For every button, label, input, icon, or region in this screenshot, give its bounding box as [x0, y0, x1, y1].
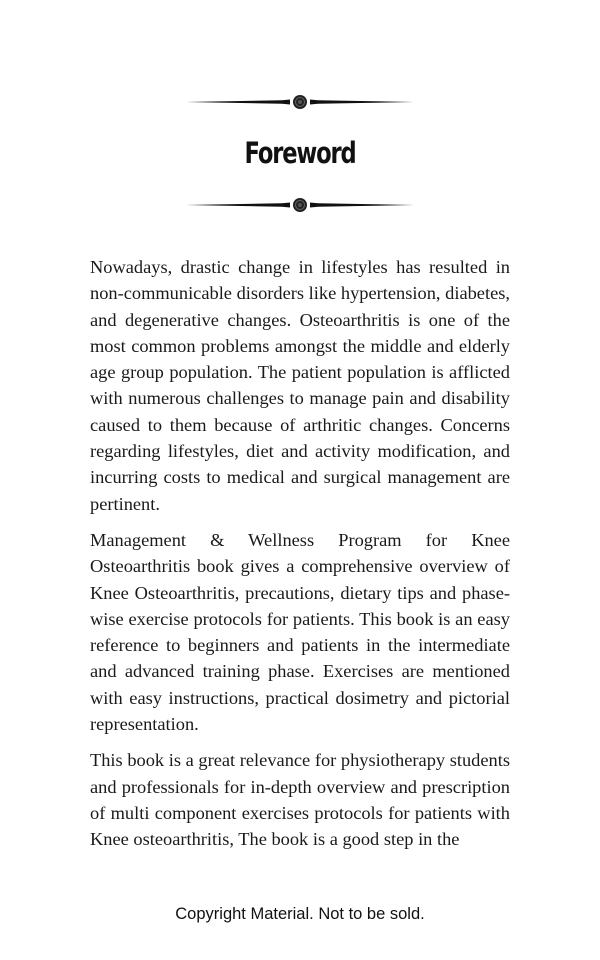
- page-title: Foreword: [244, 136, 356, 170]
- ornament-divider-icon: [186, 94, 414, 110]
- paragraph-3: This book is a great relevance for physiotherapy students and professionals for in-depth overview and prescription of multi component exercises protocols for patients with Knee osteoarthritis, The book is a good step in the: [90, 750, 510, 850]
- paragraph-2: Management & Wellness Program for Knee Osteoarthritis book gives a comprehensive overview of Knee Osteoarthritis, precautions, dietary tips and phase-wise exercise protocols for patients. This book is an easy reference to beginners and patients in the intermediate and advanced training phase. Exercises are mentioned with easy instructions, practical dosimetry and pictorial representation.: [90, 529, 510, 735]
- ornament-divider-bottom: [186, 197, 414, 213]
- ornament-divider-icon: [186, 197, 414, 213]
- copyright-notice: Copyright Material. Not to be sold.: [175, 905, 425, 923]
- paragraph-1: Nowadays, drastic change in lifestyles has resulted in non-communicable disorders like hypertension, diabetes, and degenerative changes. Osteoarthritis is one of the most common problems amongst the middle and elderly age group population. The patient population is afflicted with numerous challenges to manage pain and disability caused to them because of arthritic changes. Concerns regarding lifestyles, diet and activity modification, and incurring costs to medical and surgical management are pertinent.: [90, 257, 510, 514]
- ornament-divider-top: [186, 94, 414, 110]
- foreword-body: [90, 254, 510, 863]
